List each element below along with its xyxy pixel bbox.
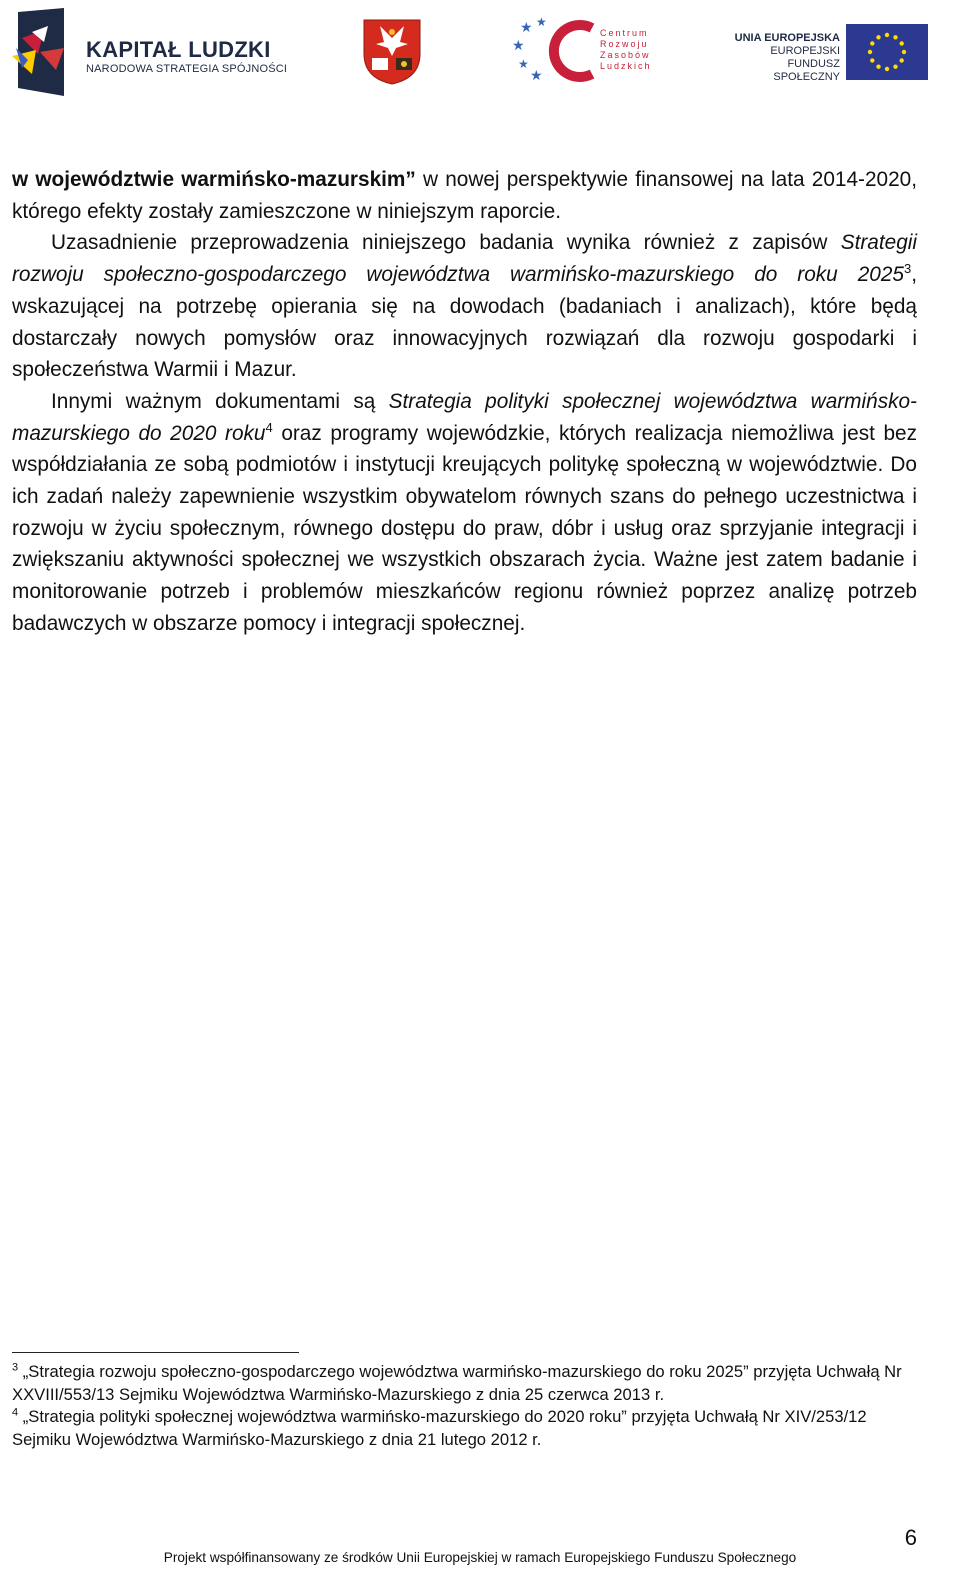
crzl-line-4: Ludzkich — [600, 61, 652, 71]
eu-star — [900, 41, 904, 45]
footer-cofinancing-note: Projekt współfinansowany ze środków Unii Europejskiej w ramach Europejskiego Funduszu Społecznego — [163, 1550, 797, 1565]
eu-efs-logo — [722, 24, 932, 82]
main-text — [12, 164, 917, 640]
page-number: 6 — [904, 1525, 917, 1550]
paragraph-1-bold: w województwie warmińsko-mazurskim” — [12, 168, 416, 191]
coat-of-arms-icon — [362, 18, 422, 86]
paragraph-3-rest: oraz programy wojewódzkie, których realizacja niemożliwa jest bez współdziałania ze sobą podmiotów i instytucji kreujących politykę społeczną w województwie. Do ich zadań należy zapewnienie wszystkim obywatelom równych szans do pełnego uczestnictwa i rozwoju w życiu społecznym, równego dostępu do praw, dóbr i usług oraz sprzyjanie integracji i zwiększaniu aktywności społecznej we wszystkich obszarach życia. Ważne jest zatem badanie i monitorowanie potrzeb i problemów mieszkańców regionu również poprzez analizę potrzeb badawczych w obszarze pomocy i integracji społecznej. — [12, 421, 917, 635]
footnote-4-text: „Strategia polityki społecznej województwa warmińsko-mazurskiego do 2020 roku” przyjęta Uchwałą Nr XIV/253/12 Sejmiku Województwa Warmińsko-Mazurskiego z dnia 21 lutego 2012 r. — [12, 1407, 867, 1449]
svg-text:★: ★ — [518, 57, 529, 71]
eu-star — [893, 35, 897, 39]
footnote-ref-4[interactable]: 4 — [265, 419, 273, 435]
eu-star — [885, 33, 889, 37]
kapital-ludzki-name: KAPITAŁ LUDZKI — [86, 37, 271, 62]
kapital-ludzki-emblem-icon — [12, 8, 72, 98]
kapital-ludzki-logo — [12, 8, 292, 98]
eu-star — [902, 50, 906, 54]
paragraph-1 — [12, 164, 917, 227]
crzl-name — [600, 28, 652, 72]
paragraph-3 — [12, 386, 917, 640]
footnote-4 — [12, 1406, 917, 1451]
footnote-3-text: „Strategia rozwoju społeczno-gospodarczego województwa warmińsko-mazurskiego do roku 2025” przyjęta Uchwałą Nr XXVIII/553/13 Sejmiku Województwa Warmińsko-Mazurskiego z dnia 25 czerwca 2013 r. — [12, 1362, 902, 1404]
eu-star — [900, 58, 904, 62]
eu-star — [870, 41, 874, 45]
paragraph-2-italic: Strategii rozwoju społeczno-gospodarczego województwa warmińsko-mazurskiego do roku 2025 — [12, 231, 917, 287]
footnote-4-number: 4 — [12, 1406, 19, 1419]
svg-text:★: ★ — [512, 38, 525, 54]
ue-line-3: FUNDUSZ SPOŁECZNY — [773, 58, 840, 83]
footnote-3-number: 3 — [12, 1361, 19, 1374]
paragraph-2-rest: , wskazującej na potrzebę opierania się na dowodach (badaniach i analizach), które będą dostarczały nowych pomysłów oraz innowacyjnych rozwiązań dla rozwoju gospodarki i społeczeństwa Warmii i Mazur. — [12, 263, 917, 382]
eu-flag-icon — [846, 24, 928, 80]
kapital-ludzki-subtitle: NARODOWA STRATEGIA SPÓJNOŚCI — [86, 63, 288, 75]
svg-text:★: ★ — [530, 68, 543, 84]
crzl-star-ring-icon — [512, 14, 602, 86]
page-header — [0, 0, 960, 110]
eu-star — [876, 65, 880, 69]
eu-star — [868, 50, 872, 54]
paragraph-3-start: Innymi ważnym dokumentami są — [51, 389, 389, 413]
ue-line-1: UNIA EUROPEJSKA — [734, 32, 840, 44]
warmia-mazury-coat-of-arms — [362, 18, 422, 86]
footnotes — [12, 1361, 917, 1451]
paragraph-3-italic: Strategia polityki społecznej województwa warmińsko-mazurskiego do 2020 roku — [12, 389, 917, 445]
eu-star — [893, 65, 897, 69]
eu-star — [876, 35, 880, 39]
crzl-line-3: Zasobów — [600, 50, 651, 60]
ue-line-2: EUROPEJSKI — [770, 45, 840, 57]
paragraph-2-start: Uzasadnienie przeprowadzenia niniejszego badania wynika również z zapisów — [51, 231, 841, 255]
eu-star — [885, 67, 889, 71]
paragraph-1-text: w nowej perspektywie finansowej na lata 2014-2020, którego efekty zostały zamieszczone w niniejszym raporcie. — [12, 168, 917, 223]
eu-star — [870, 58, 874, 62]
paragraph-2 — [12, 227, 917, 386]
footnote-ref-3[interactable]: 3 — [903, 261, 912, 277]
footnote-separator — [12, 1352, 299, 1353]
crzl-logo — [512, 14, 652, 86]
svg-text:★: ★ — [520, 20, 533, 36]
crzl-line-2: Rozwoju — [600, 39, 649, 49]
footnote-3 — [12, 1361, 917, 1406]
svg-text:★: ★ — [536, 15, 547, 29]
crzl-line-1: Centrum — [600, 28, 649, 38]
